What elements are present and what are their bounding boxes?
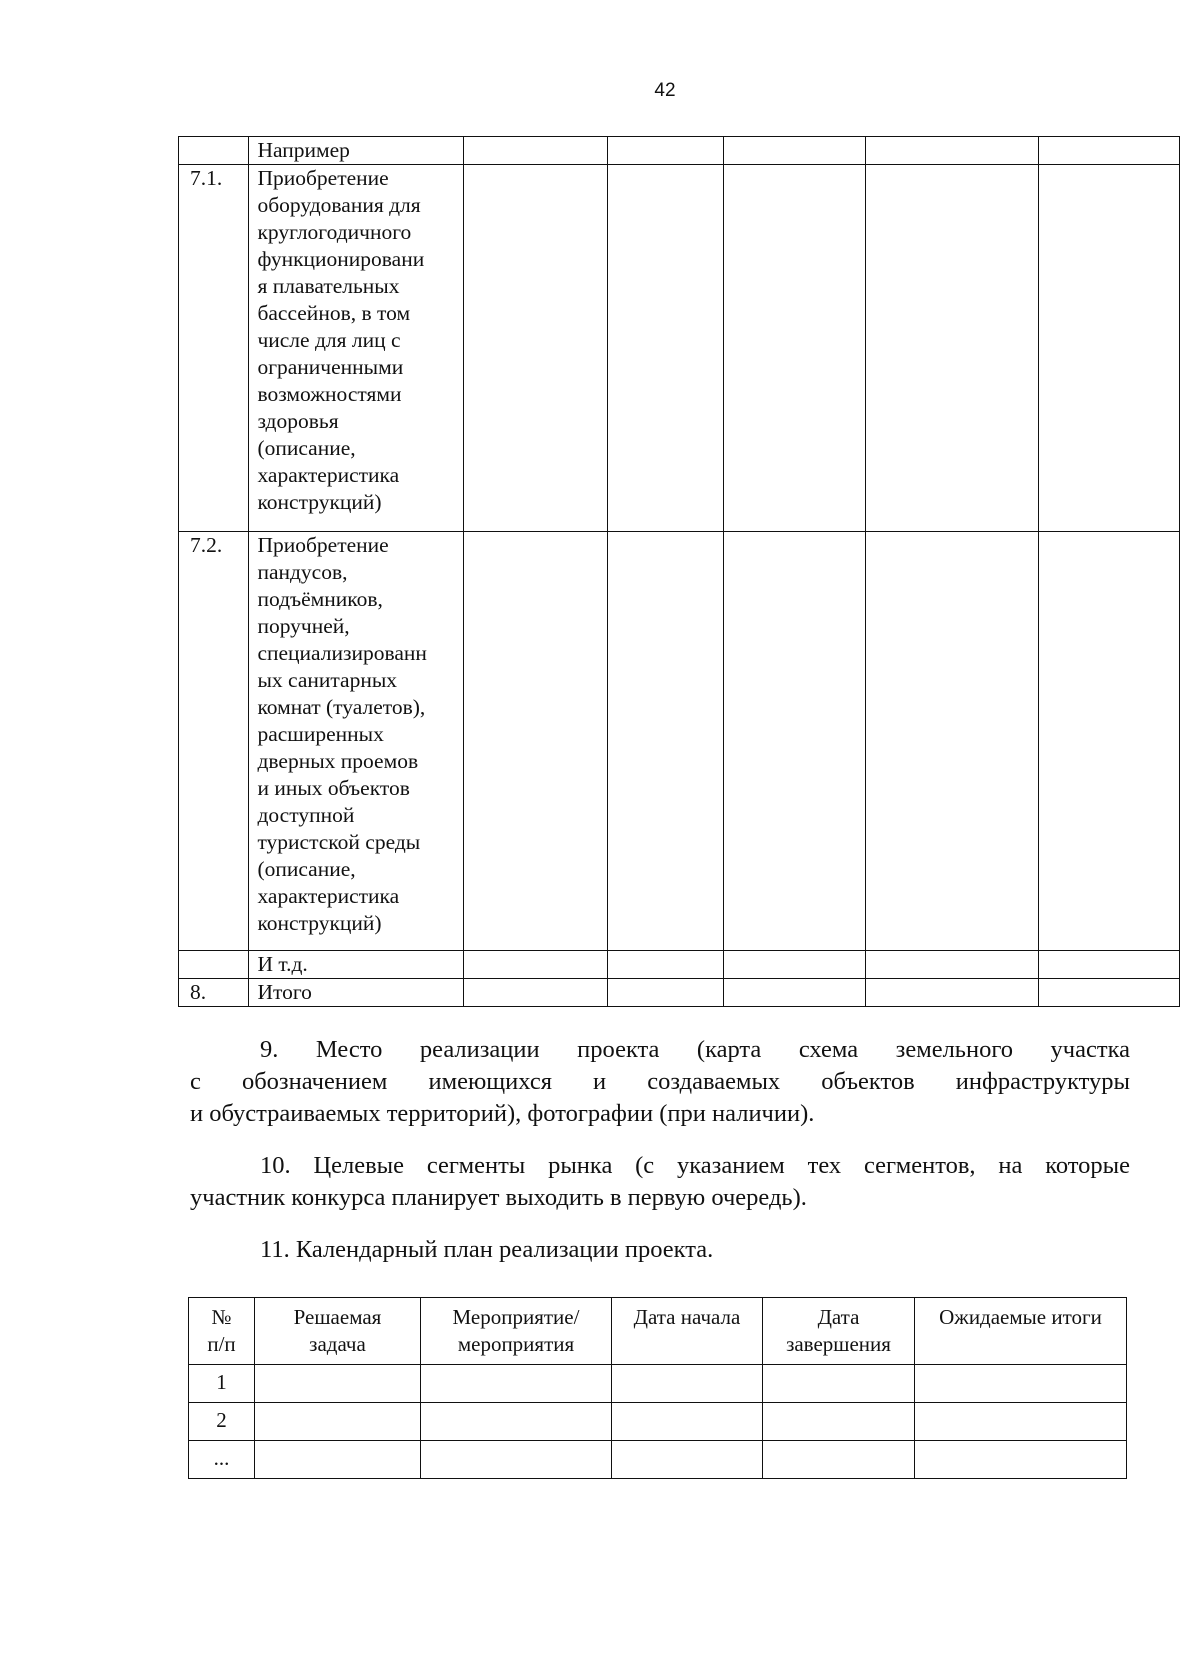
empty-cell [421,1403,612,1441]
row-label: Например [249,137,464,165]
header-num: № п/п [189,1298,255,1365]
paragraph-line: 10. Целевые сегменты рынка (с указанием тех сегментов, на которые [260,1152,1130,1179]
table-row [179,137,1180,165]
empty-cell [915,1441,1127,1479]
empty-cell [607,165,723,532]
empty-cell [763,1441,915,1479]
paragraph-line: участник конкурса планирует выходить в первую очередь). [190,1184,807,1211]
table-row [189,1441,1127,1479]
empty-cell [865,532,1038,951]
row-number [179,951,249,979]
empty-cell [607,951,723,979]
empty-cell [463,979,607,1007]
empty-cell [1039,532,1180,951]
empty-cell [723,979,865,1007]
empty-cell [607,137,723,165]
paragraph-line: и обустраиваемых территорий), фотографии (при наличии). [190,1100,815,1127]
empty-cell [421,1441,612,1479]
table-row [189,1365,1127,1403]
row-number: 2 [189,1403,255,1441]
paragraph-9 [190,1034,1130,1130]
header-end-date: Дата завершения [763,1298,915,1365]
row-number [179,137,249,165]
empty-cell [463,137,607,165]
empty-cell [612,1365,763,1403]
empty-cell [865,137,1038,165]
empty-cell [607,532,723,951]
empty-cell [723,137,865,165]
table-row [179,532,1180,951]
row-number: ... [189,1441,255,1479]
paragraph-line: с обозначением имеющихся и создаваемых объектов инфраструктуры [190,1068,1130,1095]
empty-cell [723,165,865,532]
calendar-plan-table [188,1297,1127,1479]
empty-cell [463,532,607,951]
empty-cell [723,532,865,951]
header-event: Мероприятие/ мероприятия [421,1298,612,1365]
paragraph-10 [190,1150,1130,1214]
paragraph-line: 11. Календарный план реализации проекта. [260,1236,714,1263]
empty-cell [463,165,607,532]
empty-cell [255,1365,421,1403]
table-row [189,1403,1127,1441]
empty-cell [865,951,1038,979]
empty-cell [865,165,1038,532]
empty-cell [763,1403,915,1441]
header-results: Ожидаемые итоги [915,1298,1127,1365]
empty-cell [612,1403,763,1441]
empty-cell [463,951,607,979]
empty-cell [865,979,1038,1007]
row-number: 8. [179,979,249,1007]
header-task: Решаемая задача [255,1298,421,1365]
page-number: 42 [654,80,676,101]
row-number: 7.1. [179,165,249,532]
header-start-date: Дата начала [612,1298,763,1365]
empty-cell [723,951,865,979]
empty-cell [915,1365,1127,1403]
empty-cell [1039,951,1180,979]
empty-cell [915,1403,1127,1441]
paragraph-11 [190,1234,1130,1266]
empty-cell [763,1365,915,1403]
row-label: И т.д. [249,951,464,979]
empty-cell [1039,137,1180,165]
empty-cell [612,1441,763,1479]
empty-cell [255,1403,421,1441]
empty-cell [255,1441,421,1479]
table-row [179,165,1180,532]
empty-cell [1039,979,1180,1007]
paragraph-line: 9. Место реализации проекта (карта схема земельного участка [260,1036,1130,1063]
empty-cell [1039,165,1180,532]
empty-cell [421,1365,612,1403]
row-label: Приобретение пандусов, подъёмников, поручней, специализированн ых санитарных комнат (туалетов), расширенных дверных проемов и иных объектов доступной туристской среды (описание, характеристика конструкций) [249,532,464,951]
table-row [179,951,1180,979]
row-label: Итого [249,979,464,1007]
row-number: 1 [189,1365,255,1403]
table-row [179,979,1180,1007]
empty-cell [607,979,723,1007]
budget-table [178,136,1180,1007]
row-label: Приобретение оборудования для круглогодичного функционировани я плавательных бассейнов, в том числе для лиц с ограниченными возможностями здоровья (описание, характеристика конструкций) [249,165,464,532]
row-number: 7.2. [179,532,249,951]
table-header-row [189,1298,1127,1365]
